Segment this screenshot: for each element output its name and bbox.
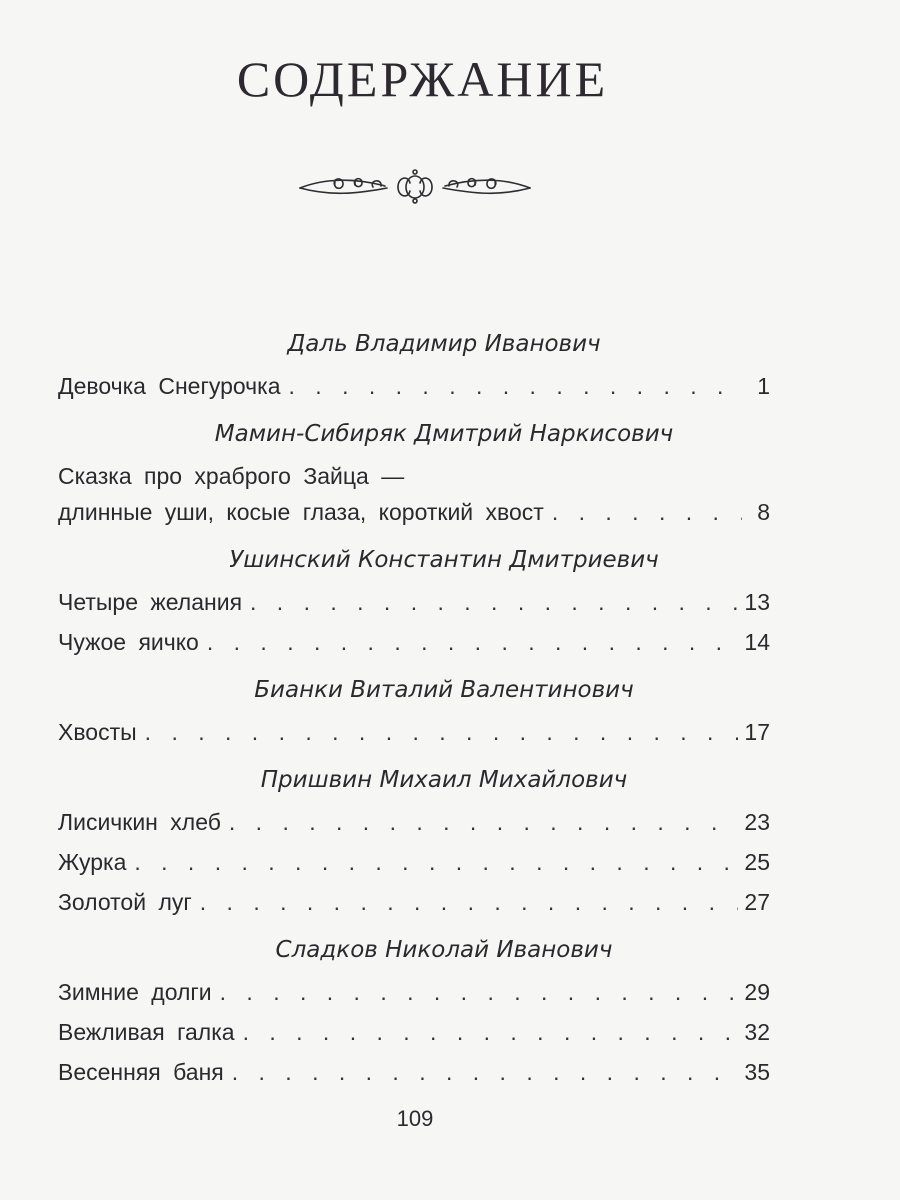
entry-page: 32: [744, 1019, 770, 1045]
entry-title: Весенняя баня: [58, 1059, 224, 1085]
entry-page: 27: [744, 889, 770, 915]
entry-title: длинные уши, косые глаза, короткий хвост: [58, 499, 544, 525]
entry-title: Вежливая галка: [58, 1019, 235, 1045]
author-name: Бианки Виталий Валентинович: [254, 677, 634, 703]
dot-leader: [220, 972, 739, 1012]
dot-leader: [552, 492, 742, 532]
toc-entry[interactable]: [58, 882, 770, 922]
entry-page: 14: [744, 629, 770, 655]
table-of-contents: [58, 322, 770, 1092]
toc-entry[interactable]: [58, 622, 770, 662]
toc-entry[interactable]: [58, 802, 770, 842]
toc-entry[interactable]: [58, 1052, 770, 1092]
entry-page: 1: [757, 373, 770, 399]
author-name: Сладков Николай Иванович: [275, 937, 613, 963]
page-number: 109: [396, 1106, 434, 1131]
entry-title-line1: Сказка про храброго Зайца —: [58, 463, 405, 489]
author-name: Ушинский Константин Дмитриевич: [229, 547, 659, 573]
entry-page: 13: [744, 589, 770, 615]
entry-title: Четыре желания: [58, 589, 243, 615]
author-name: Мамин-Сибиряк Дмитрий Наркисович: [214, 421, 674, 447]
author-name: Пришвин Михаил Михайлович: [260, 767, 628, 793]
toc-entry[interactable]: [58, 972, 770, 1012]
entry-page: 8: [757, 499, 770, 525]
author-name: Даль Владимир Иванович: [287, 331, 601, 357]
dot-leader: [232, 1052, 739, 1092]
entry-title: Хвосты: [58, 719, 137, 745]
entry-title: Золотой луг: [58, 889, 192, 915]
entry-page: 29: [744, 979, 770, 1005]
toc-entry[interactable]: [58, 366, 770, 406]
dot-leader: [207, 622, 739, 662]
entry-page: 25: [744, 849, 770, 875]
dot-leader: [200, 882, 739, 922]
dot-leader: [229, 802, 739, 842]
toc-entry[interactable]: [58, 582, 770, 622]
entry-title: Девочка Снегурочка: [58, 373, 281, 399]
toc-entry[interactable]: [58, 1012, 770, 1052]
entry-title: Журка: [58, 849, 127, 875]
entry-title: Лисичкин хлеб: [58, 809, 221, 835]
entry-title: Чужое яичко: [58, 629, 199, 655]
dot-leader: [145, 712, 739, 752]
entry-page: 23: [744, 809, 770, 835]
toc-entry[interactable]: [58, 842, 770, 882]
dot-leader: [289, 366, 742, 406]
entry-page: 17: [744, 719, 770, 745]
dot-leader: [250, 582, 738, 622]
dot-leader: [134, 842, 738, 882]
page-title: СОДЕРЖАНИЕ: [236, 51, 609, 107]
toc-entry[interactable]: [58, 712, 770, 752]
ornament-divider-icon: [295, 168, 535, 204]
toc-entry[interactable]: [58, 492, 770, 532]
entry-title: Зимние долги: [58, 979, 212, 1005]
dot-leader: [243, 1012, 739, 1052]
entry-page: 35: [744, 1059, 770, 1085]
